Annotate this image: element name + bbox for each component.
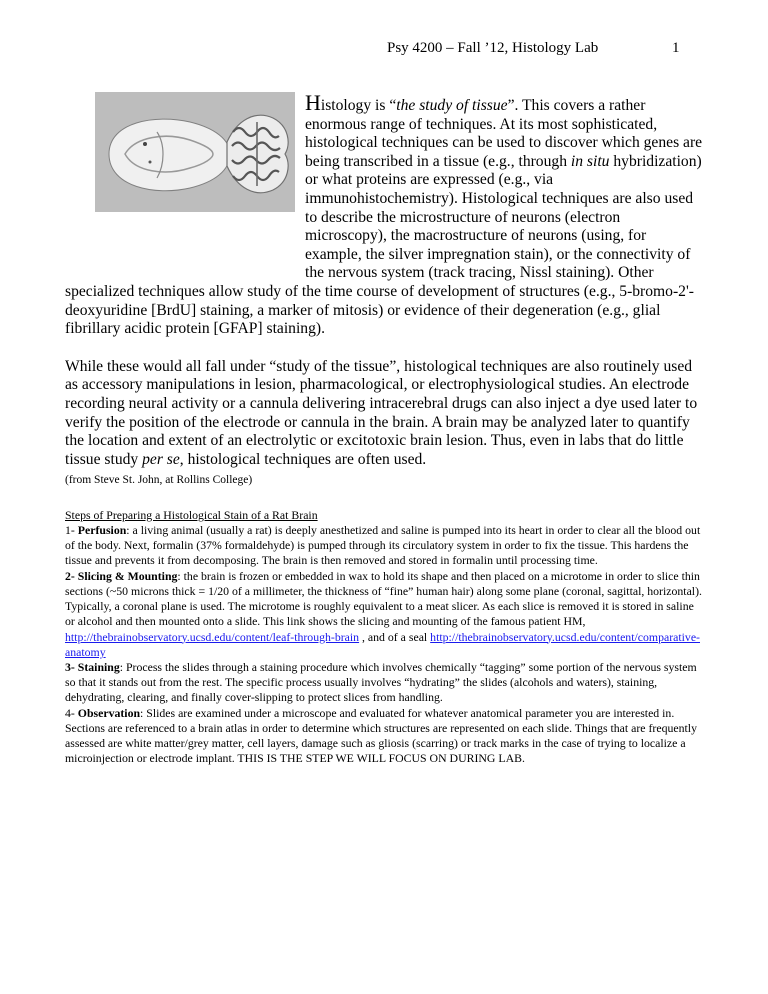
drop-cap: H xyxy=(305,90,321,115)
definition-emphasis: the study of tissue xyxy=(396,97,508,114)
step-slicing-mounting: 2- Slicing & Mounting: the brain is frozen or embedded in wax to hold its shape and then placed on a microtome in order to slice thin sections (~50 microns thick = 1/20 of a millimeter, the thickness of “fine” human hair) along some plane (coronal, sagittal, horizontal). Typically, a coronal plane is used. The microtome is roughly equivalent to a meat slicer. As each slice is removed it is stored in saline or alcohol and then mounted onto a slide. This link shows the slicing and mounting of the famous patient HM, http://thebrainobservatory.ucsd.edu/content/leaf-through-brain , and of a seal http://thebrainobservatory.ucsd.edu/content/comparative-anatomy xyxy=(65,568,702,659)
link-comparative-anatomy[interactable]: http://thebrainobservatory.ucsd.edu/content/comparative-anatomy xyxy=(65,629,700,659)
source-citation: (from Steve St. John, at Rollins College) xyxy=(65,474,253,487)
page-number: 1 xyxy=(672,40,680,56)
document-body xyxy=(65,90,705,766)
header-title: Psy 4200 – Fall ’12, Histology Lab xyxy=(387,40,599,56)
page-header xyxy=(0,40,768,64)
steps-section xyxy=(65,508,705,766)
intro-paragraph: Histology is “the study of tissue”. This covers a rather enormous range of techniques. At its most sophisticated, histological techniques can be used to discover which genes are being transcribed in a tissue (e.g., through in situ hybridization) or what proteins are expressed (e.g., via immunohistochemistry). Histological techniques are also used to describe the microstructure of neurons (electron microscopy), the macrostructure of neurons (using, for example, the silver impregnation stain), or the connectivity of the nervous system (track tracing, Nissl staining). Other specialized techniques allow study of the time course of development of structures (e.g., 5-bromo-2'-deoxyuridine [BrdU] staining, a marker of mitosis) or evidence of their degeneration (e.g., glial fibrillary acidic protein [GFAP] staining). xyxy=(65,90,703,338)
step-staining: 3- Staining: Process the slides through a staining procedure which involves chemically “tagging” some portion of the nervous system so that it stands out from the rest. The specific process usually involves “hydrating” the slides (alcohols and waters), staining, dehydrating, clearing, and finally cover-slipping to protect slices from handling. xyxy=(65,659,697,705)
steps-heading: Steps of Preparing a Histological Stain of a Rat Brain xyxy=(65,507,318,522)
step-perfusion: 1- Perfusion: a living animal (usually a rat) is deeply anesthetized and saline is pumped into its heart in order to clear all the blood out of the body. Next, formalin (37% formaldehyde) is pumped through its circulatory system in order to fix the tissue. This hardens the tissue and prevents it from decomposing. The brain is then removed and stored in formalin until processing time. xyxy=(65,523,701,568)
second-paragraph: While these would all fall under “study of the tissue”, histological techniques are also routinely used as accessory manipulations in lesion, pharmacological, or electrophysiological studies. An electrode recording neural activity or a cannula delivering intracerebral drugs can also inject a dye used later to verify the position of the electrode or cannula in the brain. A brain may be analyzed later to quantify the location and extent of an electrolytic or excitotoxic brain lesion. Thus, even in labs that do little tissue study per se, histological techniques are often used. xyxy=(65,357,698,468)
link-leaf-through-brain[interactable]: http://thebrainobservatory.ucsd.edu/content/leaf-through-brain xyxy=(65,629,360,644)
step-observation: 4- Observation: Slides are examined under a microscope and evaluated for whatever anatomical parameter you are interested in. Sections are referenced to a brain atlas in order to determine which structures are represented on each slide. Things that are frequently assessed are white matter/grey matter, cell layers, damage such as gliosis (scarring) or track marks in the case of trying to localize a microinjection or electrode implant. THIS IS THE STEP WE WILL FOCUS ON DURING LAB. xyxy=(65,705,697,766)
